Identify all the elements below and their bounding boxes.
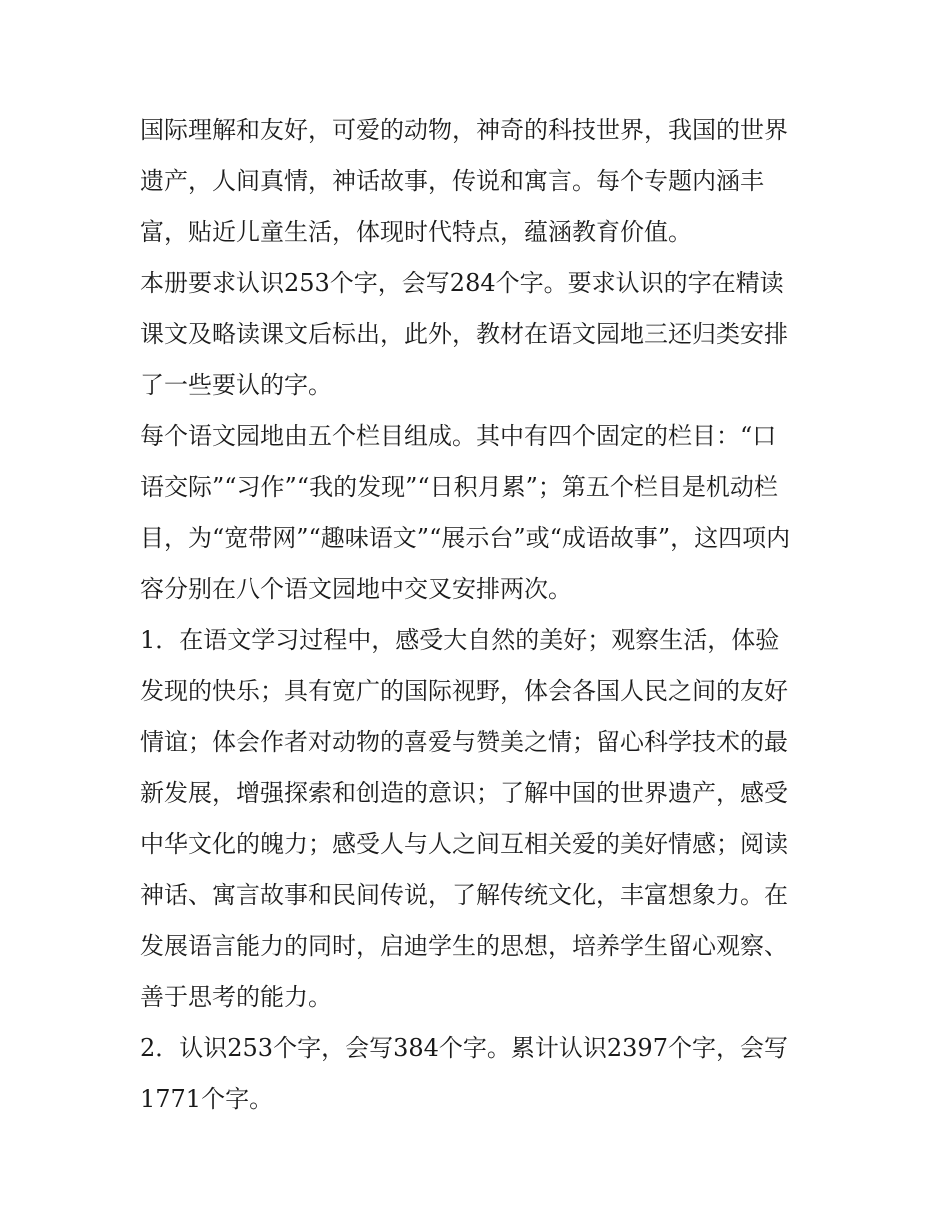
- text-line: 每个语文园地由五个栏目组成。其中有四个固定的栏目：“口: [140, 422, 777, 450]
- paragraph: [140, 265, 830, 418]
- text-line: 发现的快乐；具有宽广的国际视野，体会各国人民之间的友好: [140, 677, 788, 705]
- text-line: 善于思考的能力。: [140, 983, 332, 1011]
- document-body: [140, 112, 830, 1132]
- text-line: 课文及略读课文后标出，此外，教材在语文园地三还归类安排: [140, 320, 788, 348]
- text-line: 国际理解和友好，可爱的动物，神奇的科技世界，我国的世界: [140, 116, 788, 144]
- text-line: 2．认识253个字，会写384个字。累计认识2397个字，会写: [140, 1034, 788, 1062]
- text-line: 目，为“宽带网”“趣味语文”“展示台”或“成语故事”，这四项内: [140, 524, 791, 552]
- text-line: 本册要求认识253个字，会写284个字。要求认识的字在精读: [140, 269, 784, 297]
- text-line: 遗产，人间真情，神话故事，传说和寓言。每个专题内涵丰: [140, 167, 764, 195]
- paragraph: [140, 418, 830, 622]
- text-line: 1771个字。: [140, 1085, 274, 1113]
- text-line: 情谊；体会作者对动物的喜爱与赞美之情；留心科学技术的最: [140, 728, 788, 756]
- paragraph: [140, 112, 830, 265]
- paragraph: [140, 622, 830, 1030]
- paragraph: [140, 1030, 830, 1132]
- text-line: 1．在语文学习过程中，感受大自然的美好；观察生活，体验: [140, 626, 780, 654]
- text-line: 新发展，增强探索和创造的意识；了解中国的世界遗产，感受: [140, 779, 788, 807]
- text-line: 富，贴近儿童生活，体现时代特点，蕴涵教育价值。: [140, 218, 692, 246]
- text-line: 神话、寓言故事和民间传说，了解传统文化，丰富想象力。在: [140, 881, 788, 909]
- text-line: 中华文化的魄力；感受人与人之间互相关爱的美好情感；阅读: [140, 830, 788, 858]
- text-line: 语交际”“习作”“我的发现”“日积月累”；第五个栏目是机动栏: [140, 473, 778, 501]
- text-line: 发展语言能力的同时，启迪学生的思想，培养学生留心观察、: [140, 932, 788, 960]
- text-line: 容分别在八个语文园地中交叉安排两次。: [140, 575, 572, 603]
- text-line: 了一些要认的字。: [140, 371, 332, 399]
